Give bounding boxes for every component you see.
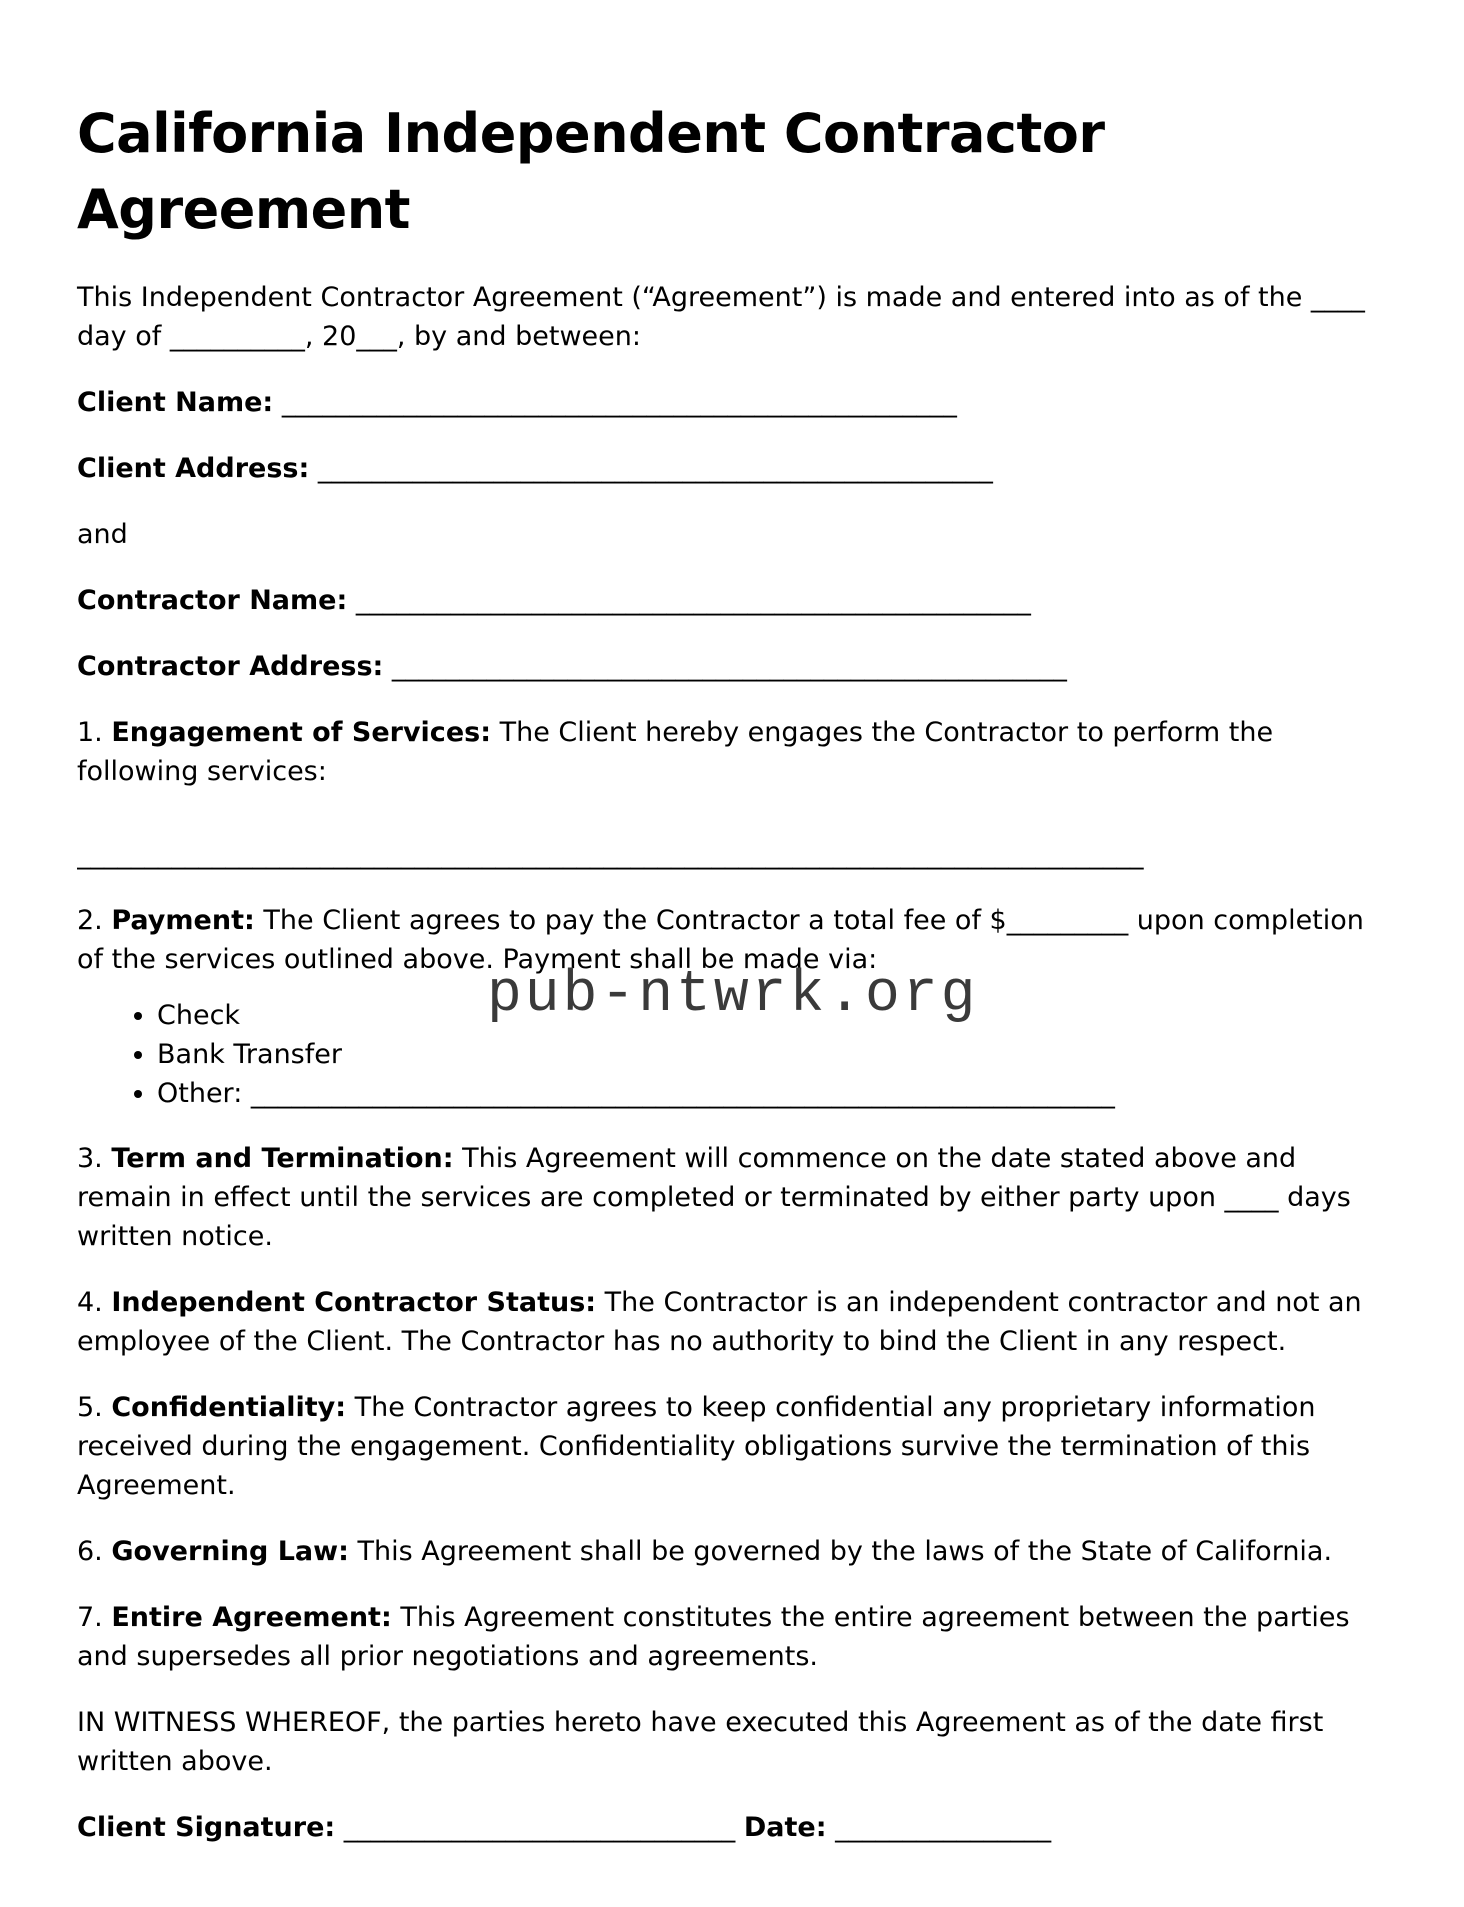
section-number: 1.: [77, 717, 103, 748]
section-body: The Contractor agrees to keep confidential any proprietary information received during the engagement. Confidentiality obligations survive the termination of this Agreement.: [77, 1392, 1316, 1501]
section-heading: Independent Contractor Status:: [111, 1287, 597, 1318]
section-body: This Agreement will commence on the date stated above and remain in effect until the services are completed or terminated by either party upon ____ days written notice.: [77, 1143, 1351, 1252]
payment-method-bank-transfer: • Bank Transfer: [157, 1036, 1387, 1073]
section-number: 6.: [77, 1536, 103, 1567]
client-signature-blank: _____________________________: [343, 1812, 736, 1843]
section-engagement-of-services: [77, 713, 1387, 791]
section-number: 4.: [77, 1287, 103, 1318]
payment-methods-block: [77, 963, 1387, 1112]
section-heading: Engagement of Services:: [111, 717, 491, 748]
section-heading: Term and Termination:: [111, 1143, 454, 1174]
section-number: 7.: [77, 1602, 103, 1633]
client-name-blank: __________________________________________________: [281, 387, 957, 418]
services-blank-line: _______________________________________________________________________________: [77, 839, 1144, 870]
section-heading: Payment:: [111, 905, 255, 936]
intro-paragraph: This Independent Contractor Agreement (“Agreement”) is made and entered into as of the ____ day of __________, 20___, by and between:: [77, 282, 1365, 352]
section-body: The Contractor is an independent contractor and not an employee of the Client. The Contractor has no authority to bind the Client in any respect.: [77, 1287, 1362, 1357]
contractor-name-blank: __________________________________________________: [355, 585, 1031, 616]
witness-clause: IN WITNESS WHEREOF, the parties hereto have executed this Agreement as of the date first written above.: [77, 1707, 1324, 1777]
section-confidentiality: [77, 1388, 1387, 1505]
date-label: Date:: [743, 1812, 827, 1843]
section-body: This Agreement shall be governed by the laws of the State of California.: [357, 1536, 1333, 1567]
client-name-label: Client Name:: [77, 387, 274, 418]
and-connector: and: [77, 519, 128, 550]
page-title: California Independent Contractor Agreement: [77, 102, 1105, 241]
payment-other-blank: ________________________________________________________________: [250, 1078, 1115, 1109]
client-signature-label: Client Signature:: [77, 1812, 336, 1843]
client-name-row: [77, 383, 1387, 422]
section-independent-contractor-status: [77, 1283, 1387, 1361]
section-number: 5.: [77, 1392, 103, 1423]
payment-method-other: [157, 1075, 1387, 1112]
date-blank: ________________: [835, 1812, 1052, 1843]
contractor-address-blank: __________________________________________________: [391, 651, 1067, 682]
signature-row: [77, 1808, 1387, 1847]
client-address-row: [77, 449, 1387, 488]
client-address-label: Client Address:: [77, 453, 310, 484]
contractor-name-row: [77, 581, 1387, 620]
contractor-name-label: Contractor Name:: [77, 585, 348, 616]
section-body: This Agreement constitutes the entire agreement between the parties and supersedes all prior negotiations and agreements.: [77, 1602, 1350, 1672]
section-number: 2.: [77, 905, 103, 936]
watermark-text: pub-ntwrk.org: [487, 963, 979, 1028]
section-term-and-termination: [77, 1139, 1387, 1256]
section-body: The Client agrees to pay the Contractor a total fee of $_________ upon completion of the services outlined above. Payment shall be made via:: [77, 905, 1364, 975]
payment-other-label: Other:: [157, 1078, 243, 1109]
section-entire-agreement: [77, 1598, 1387, 1676]
section-heading: Entire Agreement:: [111, 1602, 392, 1633]
section-payment: [77, 901, 1387, 979]
payment-method-check: • Check: [157, 997, 1387, 1034]
payment-methods-list: [77, 997, 1387, 1112]
client-address-blank: __________________________________________________: [317, 453, 993, 484]
section-number: 3.: [77, 1143, 103, 1174]
section-heading: Confidentiality:: [111, 1392, 347, 1423]
section-governing-law: [77, 1532, 1387, 1571]
contractor-address-label: Contractor Address:: [77, 651, 384, 682]
section-body: The Client hereby engages the Contractor to perform the following services:: [77, 717, 1274, 787]
contractor-address-row: [77, 647, 1387, 686]
section-heading: Governing Law:: [111, 1536, 349, 1567]
